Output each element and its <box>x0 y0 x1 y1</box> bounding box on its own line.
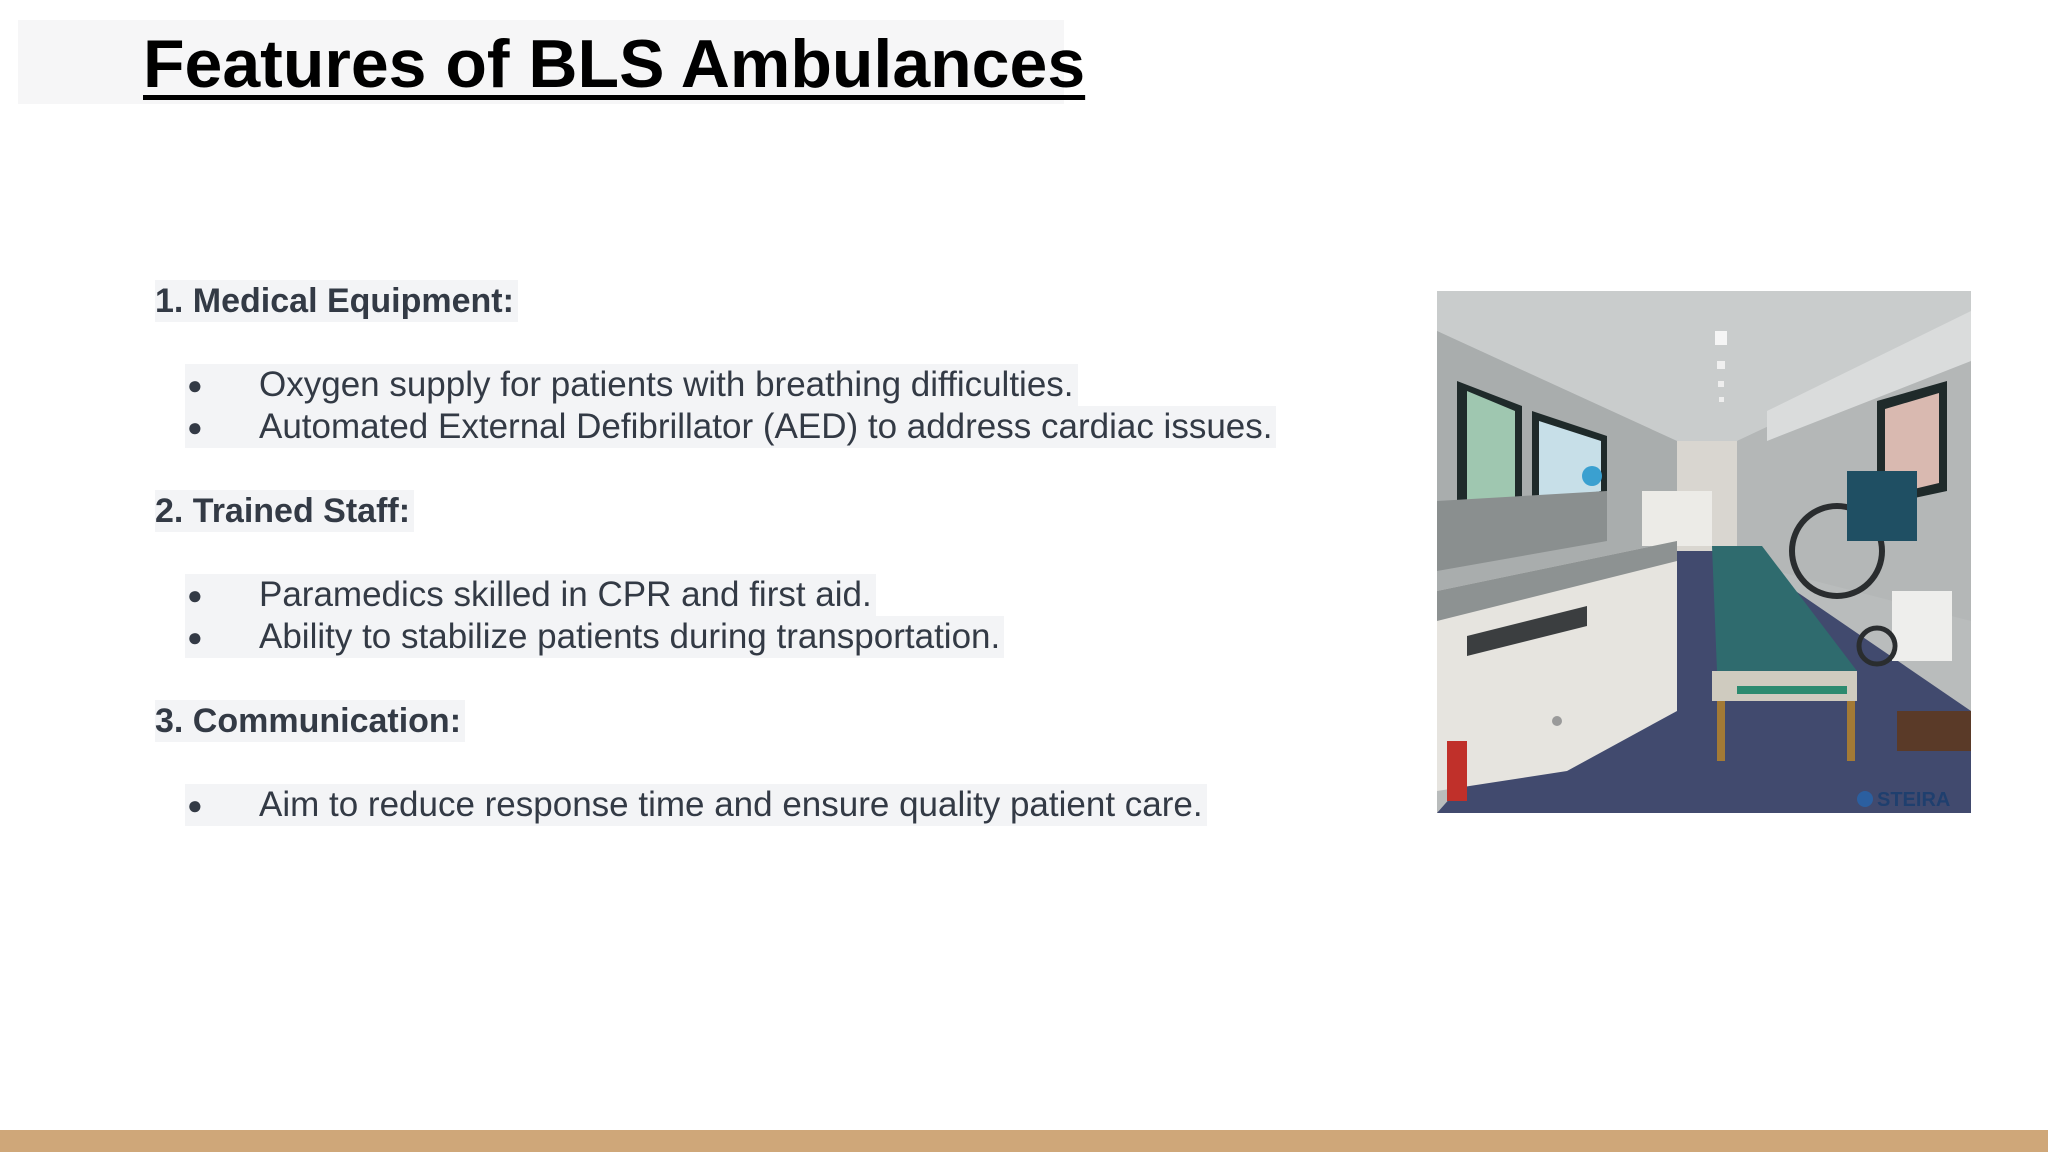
content-list <box>155 280 1355 868</box>
ceiling-light <box>1719 397 1724 402</box>
ceiling-light <box>1715 331 1727 345</box>
bullet-row <box>185 574 876 616</box>
bullet-icon: ● <box>187 369 203 400</box>
list-item <box>185 784 1355 826</box>
list-item <box>185 406 1355 448</box>
bullet-icon: ● <box>187 789 203 820</box>
section-communication <box>155 700 1355 826</box>
back-cabinet <box>1642 491 1712 546</box>
list-item <box>185 616 1355 658</box>
fire-extinguisher <box>1447 741 1467 801</box>
slide-title: Features of BLS Ambulances <box>143 26 1086 102</box>
section-heading: 1. Medical Equipment: <box>155 280 518 322</box>
steira-logo-icon <box>1857 791 1873 807</box>
watermark-text: STEIRA <box>1877 789 1951 811</box>
section-trained-staff <box>155 490 1355 658</box>
bullet-icon: ● <box>187 621 203 652</box>
bullet-text: Aim to reduce response time and ensure quality patient care. <box>259 785 1203 824</box>
ambulance-interior-illustration <box>1437 291 1971 813</box>
section-medical-equipment <box>155 280 1355 448</box>
list-item <box>185 364 1355 406</box>
bullet-icon: ● <box>187 411 203 442</box>
bullet-text: Oxygen supply for patients with breathing difficulties. <box>259 365 1074 404</box>
monitor-device <box>1892 591 1952 661</box>
bullet-text: Paramedics skilled in CPR and first aid. <box>259 575 872 614</box>
bullet-text: Automated External Defibrillator (AED) to address cardiac issues. <box>259 407 1273 446</box>
section-heading: 2. Trained Staff: <box>155 490 414 532</box>
section-heading: 3. Communication: <box>155 700 465 742</box>
ambulance-interior-image <box>1437 291 1971 813</box>
step-board <box>1897 711 1971 751</box>
bullet-list <box>155 364 1355 448</box>
spacer <box>155 532 1355 574</box>
footer-bar <box>0 1130 2048 1152</box>
bullet-list <box>155 574 1355 658</box>
cabinet-knob <box>1552 716 1562 726</box>
wheelchair-seat <box>1847 471 1917 541</box>
ceiling-light <box>1717 361 1725 369</box>
star-of-life-icon <box>1582 466 1602 486</box>
bullet-row <box>185 616 1004 658</box>
spacer <box>155 322 1355 364</box>
stretcher-leg <box>1847 701 1855 761</box>
bullet-row <box>185 784 1207 826</box>
stretcher-leg <box>1717 701 1725 761</box>
bullet-row <box>185 364 1078 406</box>
stretcher-strap <box>1737 686 1847 694</box>
list-item <box>185 574 1355 616</box>
ceiling-light <box>1718 381 1724 387</box>
bullet-list <box>155 784 1355 826</box>
bullet-row <box>185 406 1276 448</box>
bullet-icon: ● <box>187 579 203 610</box>
spacer <box>155 742 1355 784</box>
bullet-text: Ability to stabilize patients during transportation. <box>259 617 1001 656</box>
